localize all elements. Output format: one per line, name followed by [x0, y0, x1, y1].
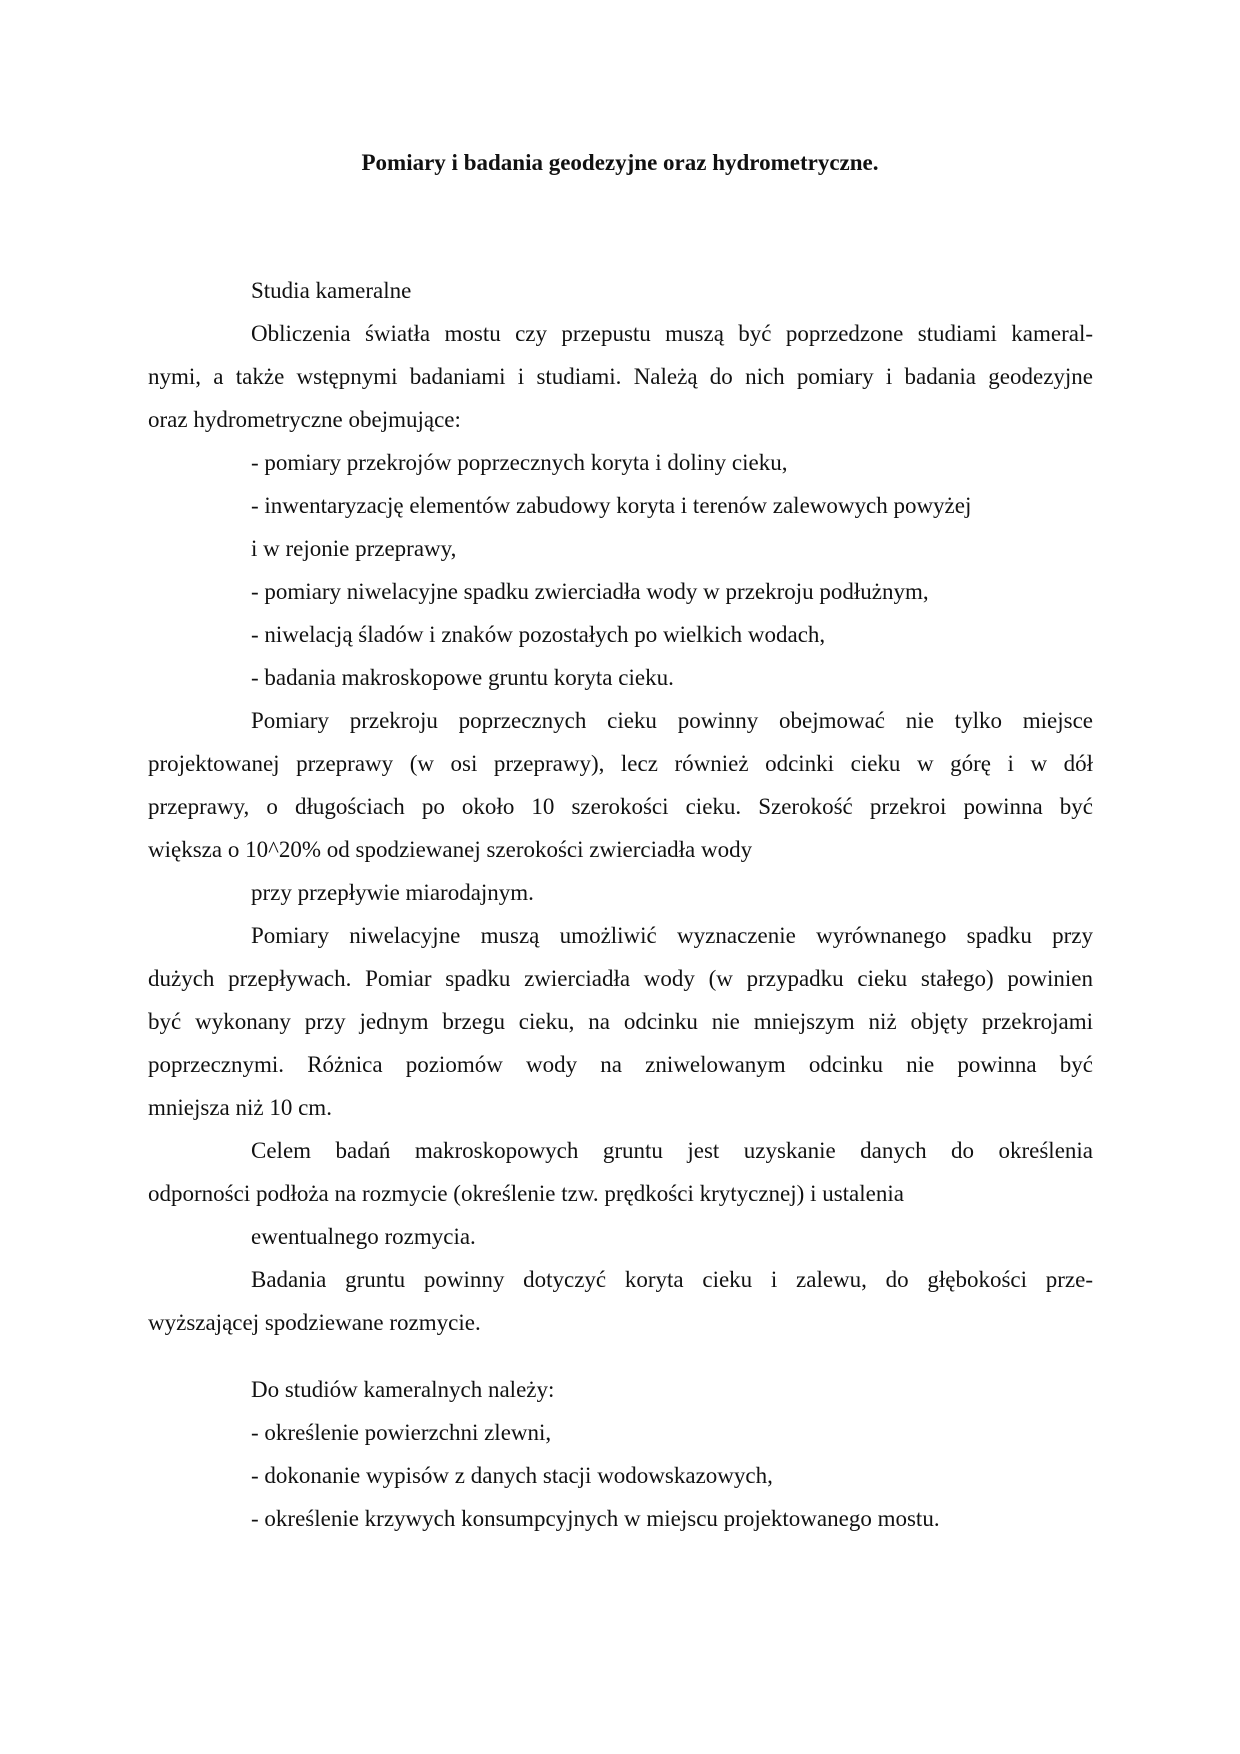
list-item: - pomiary niwelacyjne spadku zwierciadła wody w przekroju podłużnym,	[251, 579, 929, 604]
paragraph-line: odporności podłoża na rozmycie (określenie tzw. prędkości krytycznej) i ustalenia	[148, 1181, 904, 1206]
paragraph-line: Celem badań makroskopowych gruntu jest uzyskanie danych do określenia	[251, 1138, 1093, 1163]
list-intro: Do studiów kameralnych należy:	[251, 1377, 555, 1402]
paragraph-line: przy przepływie miarodajnym.	[251, 880, 534, 905]
paragraph-line: wyższającej spodziewane rozmycie.	[148, 1310, 481, 1335]
paragraph-line: być wykonany przy jednym brzegu cieku, na odcinku nie mniejszym niż objęty przekrojami	[148, 1009, 1093, 1034]
paragraph-line: dużych przepływach. Pomiar spadku zwierciadła wody (w przypadku cieku stałego) powinien	[148, 966, 1093, 991]
list-item: - pomiary przekrojów poprzecznych koryta i doliny cieku,	[251, 450, 788, 475]
list-item: - niwelacją śladów i znaków pozostałych po wielkich wodach,	[251, 622, 826, 647]
paragraph-line: projektowanej przeprawy (w osi przeprawy), lecz również odcinki cieku w górę i w dół	[148, 751, 1093, 776]
paragraph-line: większa o 10^20% od spodziewanej szerokości zwierciadła wody	[148, 837, 753, 862]
paragraph-line: mniejsza niż 10 cm.	[148, 1095, 332, 1120]
list-item: - badania makroskopowe gruntu koryta cieku.	[251, 665, 674, 690]
intro-line-1: Obliczenia światła mostu czy przepustu muszą być poprzedzone studiami kameral-	[251, 321, 1093, 346]
list-item: - inwentaryzację elementów zabudowy koryta i terenów zalewowych powyżej	[251, 493, 972, 518]
paragraph-line: poprzecznymi. Różnica poziomów wody na zniwelowanym odcinku nie powinna być	[148, 1052, 1093, 1077]
list-item-continuation: i w rejonie przeprawy,	[251, 536, 457, 561]
paragraph-line: ewentualnego rozmycia.	[251, 1224, 476, 1249]
intro-line-3: oraz hydrometryczne obejmujące:	[148, 407, 461, 432]
paragraph-line: Pomiary przekroju poprzecznych cieku powinny obejmować nie tylko miejsce	[251, 708, 1093, 733]
list-item: - określenie krzywych konsumpcyjnych w miejscu projektowanego mostu.	[251, 1506, 940, 1531]
list-item: - dokonanie wypisów z danych stacji wodowskazowych,	[251, 1463, 773, 1488]
document-title: Pomiary i badania geodezyjne oraz hydrometryczne.	[361, 150, 879, 175]
section-heading: Studia kameralne	[251, 278, 412, 303]
paragraph-line: Pomiary niwelacyjne muszą umożliwić wyznaczenie wyrównanego spadku przy	[251, 923, 1093, 948]
intro-line-2: nymi, a także wstępnymi badaniami i studiami. Należą do nich pomiary i badania geodezyjne	[148, 364, 1093, 389]
paragraph-line: Badania gruntu powinny dotyczyć koryta cieku i zalewu, do głębokości prze-	[251, 1267, 1093, 1292]
list-item: - określenie powierzchni zlewni,	[251, 1420, 552, 1445]
paragraph-line: przeprawy, o długościach po około 10 szerokości cieku. Szerokość przekroi powinna być	[148, 794, 1093, 819]
